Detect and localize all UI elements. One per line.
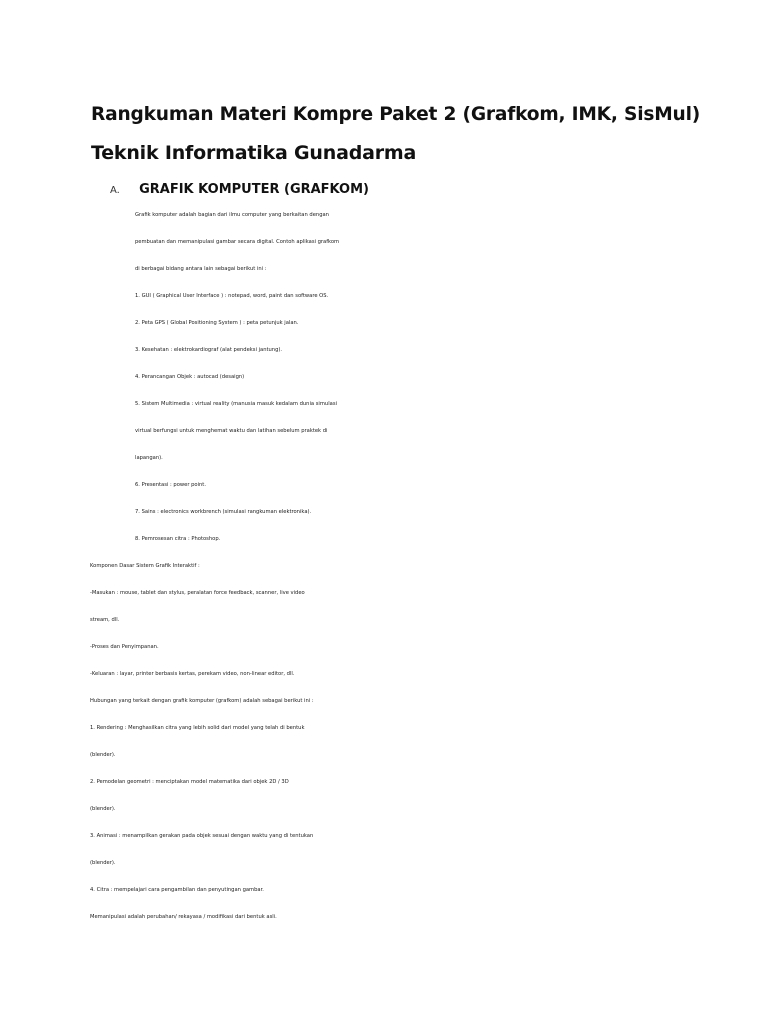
text-line: 3. Kesehatan : elektrokardiograf (alat pendeksi jantung). [135,347,283,353]
text-line: lapangan). [135,455,163,461]
text-line: (blender). [90,860,116,866]
text-line: 5. Sistem Multimedia : virtual reality (manusia masuk kedalam dunia simulasi [135,401,337,407]
text-line: 3. Animasi : menampilkan gerakan pada objek sesuai dengan waktu yang di tentukan [90,833,314,839]
text-line: -Keluaran : layar, printer berbasis kertas, perekam video, non-linear editor, dll. [90,671,295,677]
text-line: Memanipulasi adalah perubahan/ rekayasa / modifikasi dari bentuk asli. [90,914,277,920]
text-line: -Masukan : mouse, tablet dan stylus, peralatan force feedback, scanner, live video [90,590,305,596]
text-line: 1. Rendering : Menghasilkan citra yang lebih solid dari model yang telah di bentuk [90,725,305,731]
section-a-heading [110,178,369,197]
text-line: -Proses dan Penyimpanan. [90,644,159,650]
text-line: Hubungan yang terkait dengan grafik komputer (grafkom) adalah sebagai berikut ini : [90,698,314,704]
document-title: Rangkuman Materi Kompre Paket 2 (Grafkom, IMK, SisMul) [91,104,701,125]
text-line: 4. Perancangan Objek : autocad (desaign) [135,374,245,380]
text-line: di berbagai bidang antara lain sebagai berikut ini : [135,266,267,272]
document-body [0,202,768,931]
text-line: 2. Peta GPS ( Global Positioning System ) : peta petunjuk jalan. [135,320,299,326]
text-line: 4. Citra : mempelajari cara pengambilan dan penyutingan gambar. [90,887,264,893]
text-line: 2. Pemodelan geometri : menciptakan model matematika dari objek 2D / 3D [90,779,289,785]
section-title: GRAFIK KOMPUTER (GRAFKOM) [139,182,369,197]
text-line: stream, dll. [90,617,120,623]
text-line: Grafik komputer adalah bagian dari ilmu computer yang berkaitan dengan [135,212,329,218]
text-line: 8. Pemrosesan citra : Photoshop. [135,536,221,542]
section-marker: A. [110,185,120,196]
text-line: 1. GUI ( Graphical User Interface ) : notepad, word, paint dan software OS. [135,293,329,299]
text-line: (blender). [90,752,116,758]
text-line: virtual berfungsi untuk menghemat waktu dan latihan sebelum praktek di [135,428,328,434]
document-subtitle: Teknik Informatika Gunadarma [91,142,417,164]
text-line: Komponen Dasar Sistem Grafik Interaktif : [90,563,200,569]
text-line: 6. Presentasi : power point. [135,482,206,488]
text-line: (blender). [90,806,116,812]
text-line: 7. Sains : electronics workbrench (simulasi rangkuman elektronika). [135,509,312,515]
text-line: pembuatan dan memanipulasi gambar secara digital. Contoh aplikasi grafkom [135,239,340,245]
